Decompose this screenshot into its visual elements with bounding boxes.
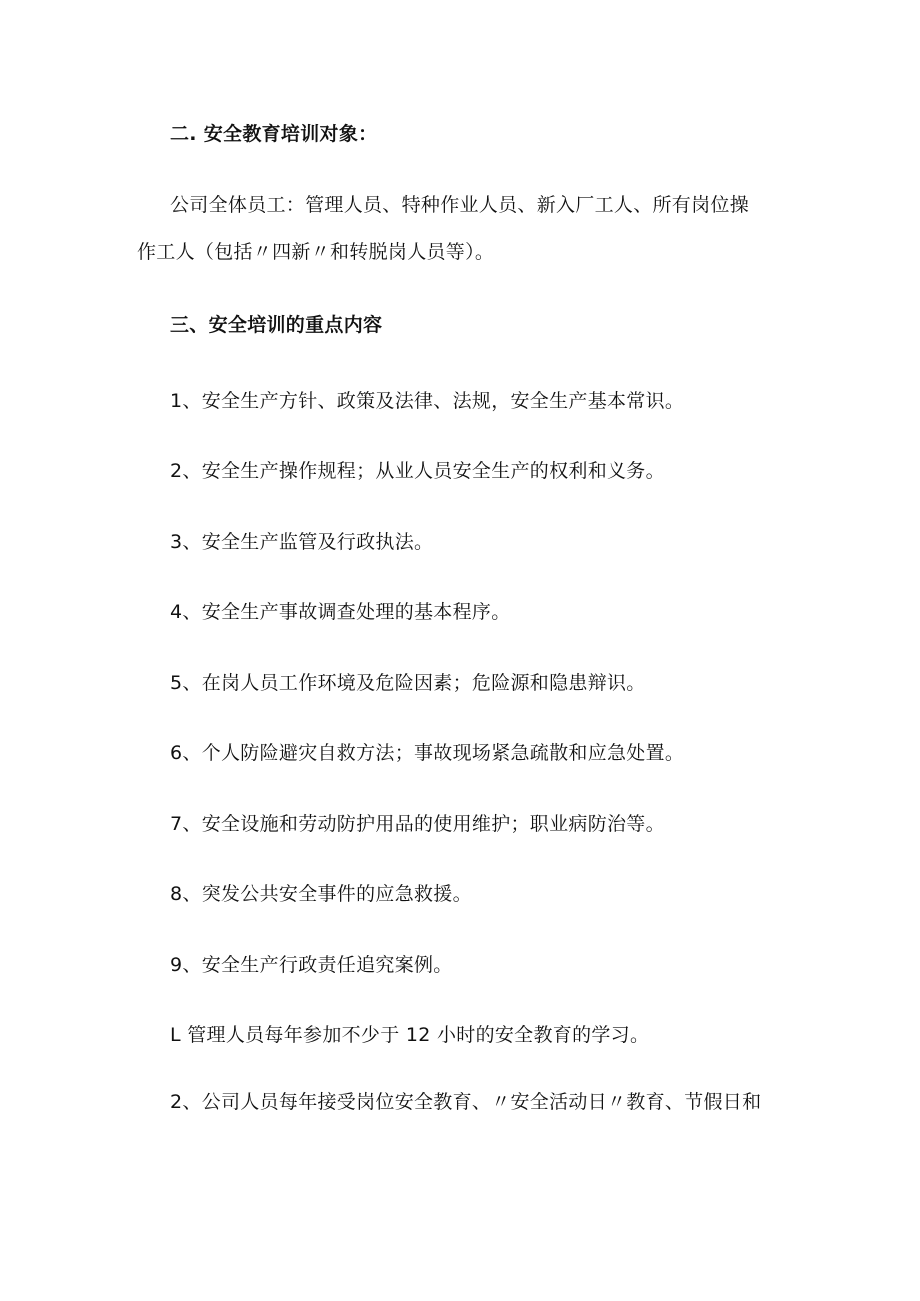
key-content-item-5: 5、在岗人员工作环境及危险因素；危险源和隐患辩识。 [170,672,646,694]
key-content-item-8: 8、突发公共安全事件的应急救援。 [170,883,472,905]
requirement-item-1: L 管理人员每年参加不少于 12 小时的安全教育的学习。 [170,1024,650,1046]
section-2-heading: 二. 安全教育培训对象： [170,123,378,145]
section-3-heading: 三、安全培训的重点内容 [170,314,383,336]
section-2-body-line-2: 作工人（包括〃四新〃和转脱岗人员等）。 [137,241,495,263]
section-2-body-line-1: 公司全体员工：管理人员、特种作业人员、新入厂工人、所有岗位操 [170,194,750,216]
key-content-item-3: 3、安全生产监管及行政执法。 [170,531,434,553]
key-content-item-7: 7、安全设施和劳动防护用品的使用维护；职业病防治等。 [170,813,665,835]
key-content-item-1: 1、安全生产方针、政策及法律、法规，安全生产基本常识。 [170,390,685,412]
requirement-item-2: 2、公司人员每年接受岗位安全教育、〃安全活动日〃教育、节假日和 [170,1091,762,1113]
key-content-item-6: 6、个人防险避灾自救方法；事故现场紧急疏散和应急处置。 [170,742,685,764]
key-content-item-9: 9、安全生产行政责任追究案例。 [170,954,453,976]
key-content-item-2: 2、安全生产操作规程；从业人员安全生产的权利和义务。 [170,460,665,482]
key-content-item-4: 4、安全生产事故调查处理的基本程序。 [170,601,511,623]
